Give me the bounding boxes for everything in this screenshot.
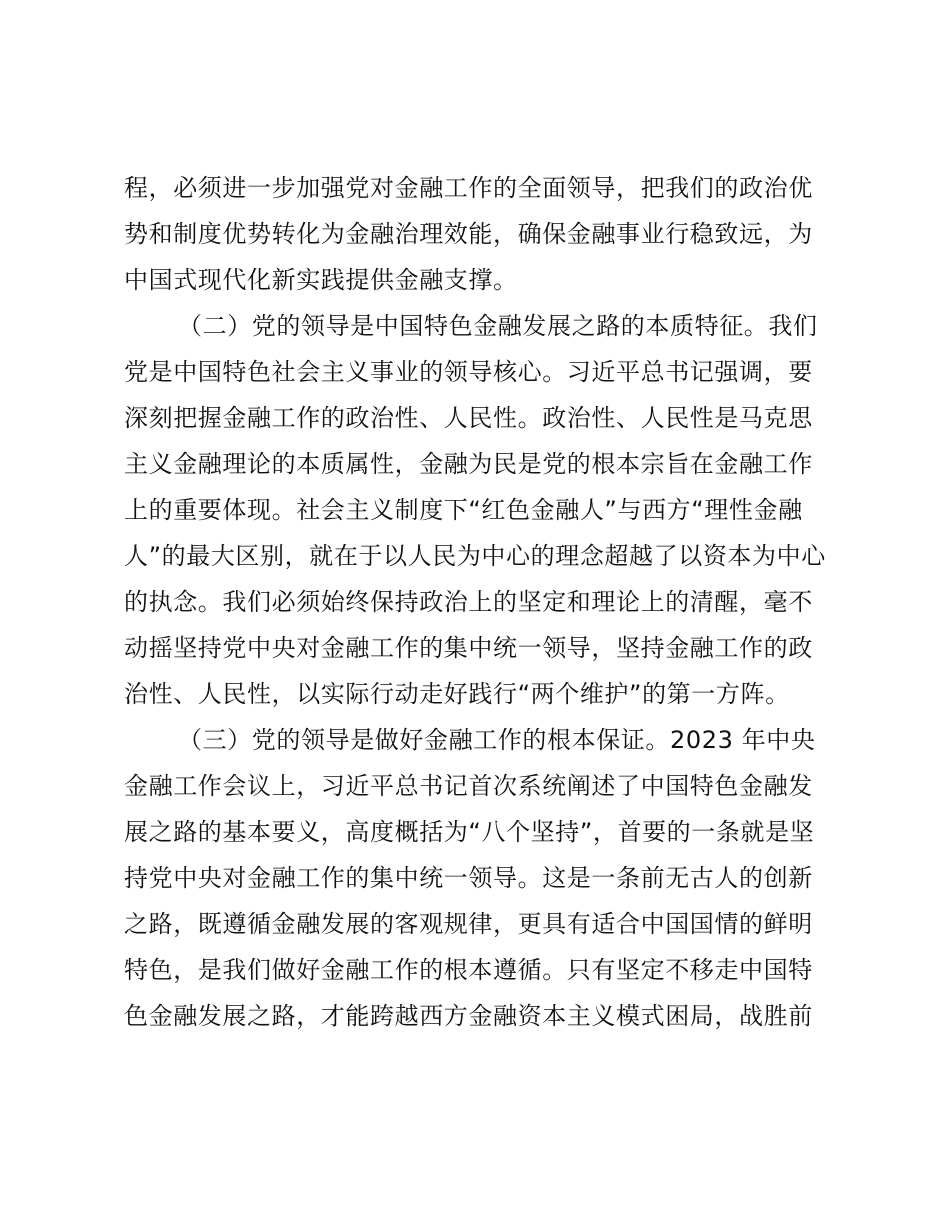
- body-text-line: 上的重要体现。社会主义制度下“红色金融人”与西方“理性金融: [124, 496, 803, 524]
- body-text-line: 色金融发展之路，才能跨越西方金融资本主义模式困局，战胜前: [124, 1002, 813, 1030]
- body-text-line: 的执念。我们必须始终保持政治上的坚定和理论上的清醒，毫不: [124, 588, 813, 616]
- body-text-line: 之路，既遵循金融发展的客观规律，更具有适合中国国情的鲜明: [124, 910, 813, 938]
- body-text-line: 人”的最大区别，就在于以人民为中心的理念超越了以资本为中心: [124, 542, 826, 570]
- body-text-line: 动摇坚持党中央对金融工作的集中统一领导，坚持金融工作的政: [124, 634, 813, 662]
- body-text-line: 深刻把握金融工作的政治性、人民性。政治性、人民性是马克思: [124, 404, 813, 432]
- body-text-line: 治性、人民性，以实际行动走好践行“两个维护”的第一方阵。: [124, 680, 790, 708]
- body-text-line: 持党中央对金融工作的集中统一领导。这是一条前无古人的创新: [124, 864, 813, 892]
- body-text-line: 中国式现代化新实践提供金融支撑。: [124, 266, 518, 294]
- section-heading-line: （二）党的领导是中国特色金融发展之路的本质特征。我们: [178, 312, 818, 340]
- section-heading-line: （三）党的领导是做好金融工作的根本保证。2023 年中央: [178, 726, 816, 754]
- body-text-line: 党是中国特色社会主义事业的领导核心。习近平总书记强调，要: [124, 358, 813, 386]
- body-text-line: 特色，是我们做好金融工作的根本遵循。只有坚定不移走中国特: [124, 956, 813, 984]
- body-text-line: 主义金融理论的本质属性，金融为民是党的根本宗旨在金融工作: [124, 450, 813, 478]
- body-text-line: 金融工作会议上，习近平总书记首次系统阐述了中国特色金融发: [124, 772, 813, 800]
- body-text-line: 势和制度优势转化为金融治理效能，确保金融事业行稳致远，为: [124, 220, 813, 248]
- body-text-line: 程，必须进一步加强党对金融工作的全面领导，把我们的政治优: [124, 174, 813, 202]
- body-text-line: 展之路的基本要义，高度概括为“八个坚持”，首要的一条就是坚: [124, 818, 815, 846]
